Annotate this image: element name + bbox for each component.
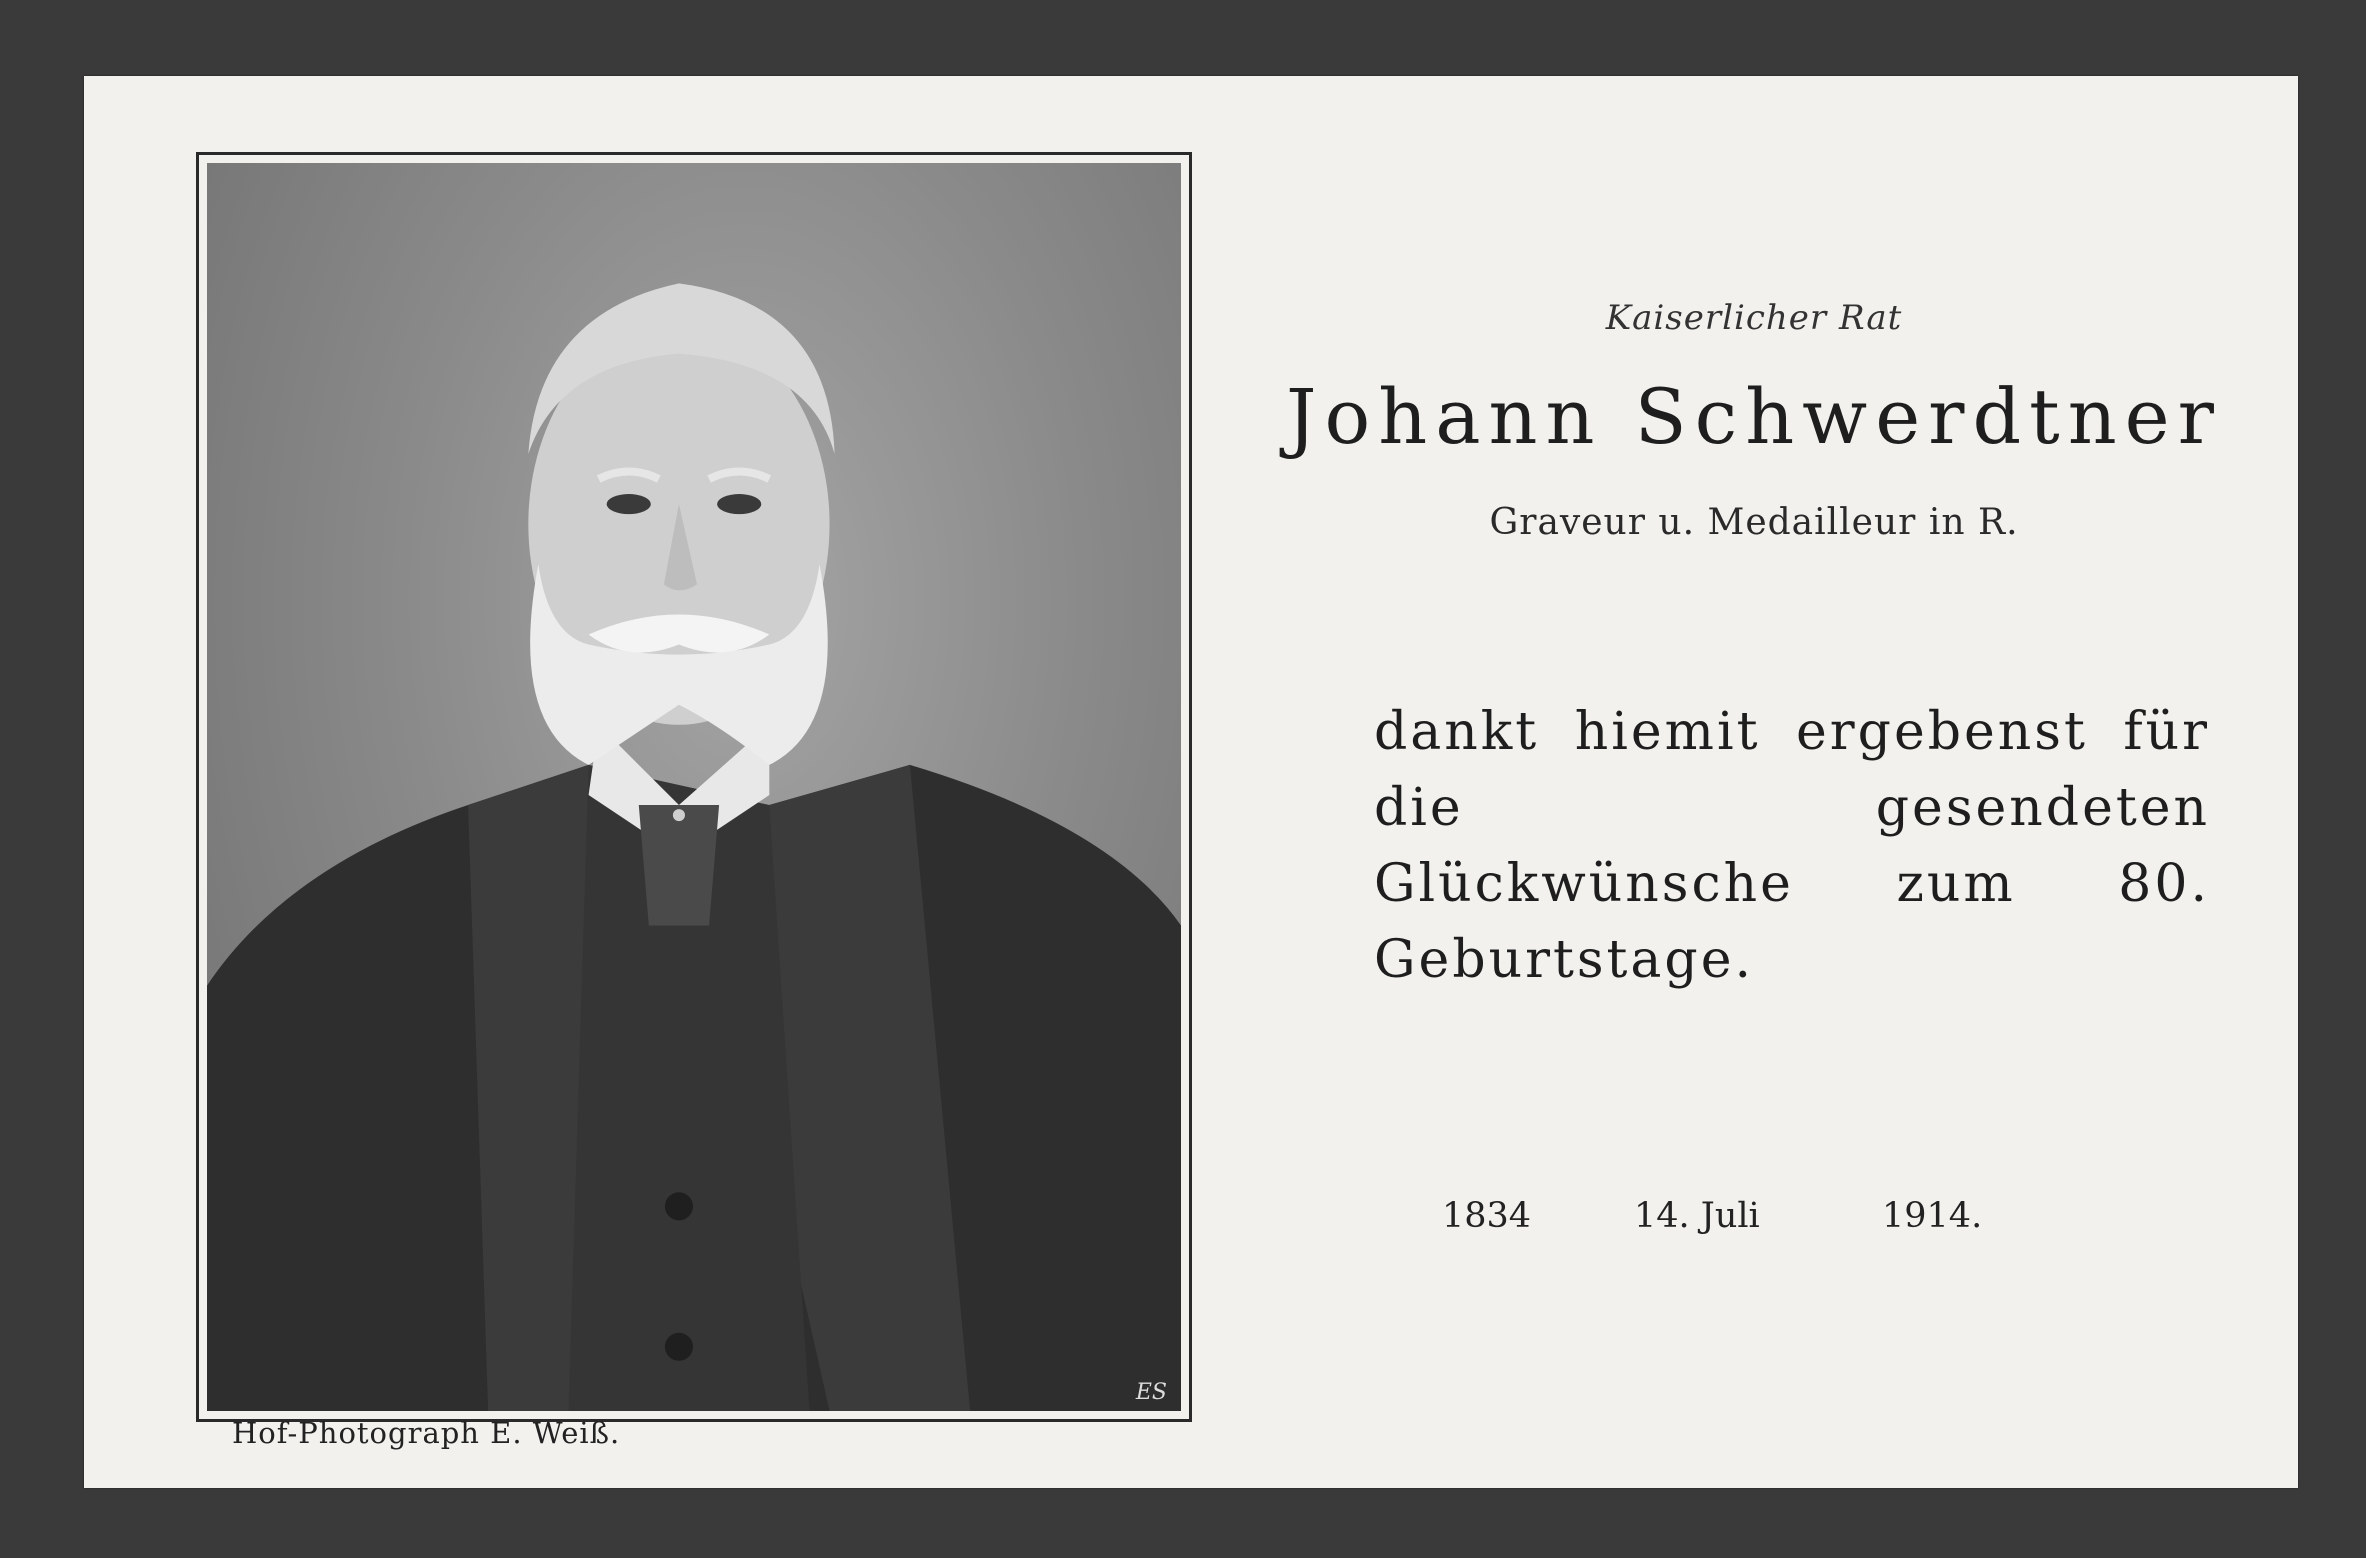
current-year: 1914. <box>1882 1196 1983 1236</box>
person-name: Johann Schwerdtner <box>1286 372 2222 461</box>
honorary-title: Kaiserlicher Rat <box>1605 298 1903 338</box>
portrait-illustration <box>207 163 1181 1411</box>
portrait-frame <box>196 152 1192 1422</box>
portrait-photo <box>207 163 1181 1411</box>
photo-credit: Hof-Photograph E. Weiß. <box>232 1416 621 1450</box>
birth-year: 1834 <box>1442 1196 1532 1236</box>
thank-you-message: dankt hiemit ergebenst für die gesendeten Glückwünsche zum 80. Geburtstage. <box>1374 702 2210 990</box>
photographer-monogram: ES <box>1135 1380 1167 1405</box>
postcard <box>84 76 2298 1488</box>
birthday-date: 14. Juli <box>1634 1196 1760 1236</box>
profession: Graveur u. Medailleur in R. <box>1489 502 2019 543</box>
